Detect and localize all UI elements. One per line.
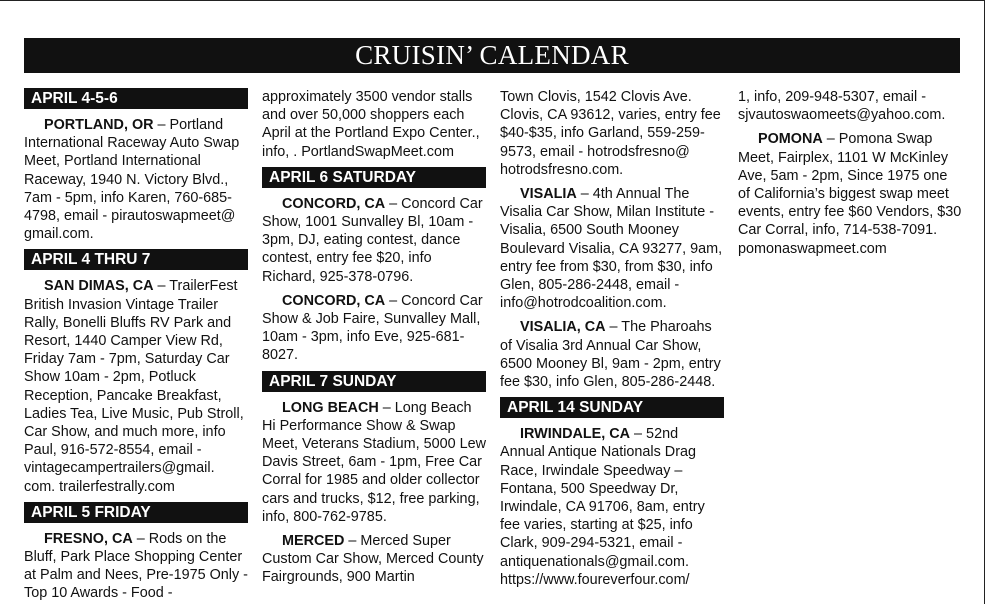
event-city: FRESNO, CA	[44, 530, 133, 547]
event-details: – 52nd Annual Antique Nationals Drag Race, Irwindale Speedway – Fontana, 500 Speedway Dr, Irwindale, CA 91706, 8am, entry fee varies, starting at $25, info Clark, 909-294-5321, email - antiquenationals@gmail.com. https://www.foureverfour.com/	[500, 426, 705, 588]
column-4	[738, 88, 962, 264]
event-entry-continued	[500, 88, 724, 179]
event-details: – Merced Super Custom Car Show, Merced County Fairgrounds, 900 Martin	[262, 533, 484, 586]
event-entry-continued	[262, 88, 486, 161]
event-entry	[24, 530, 248, 603]
date-header: APRIL 7 SUNDAY	[262, 371, 486, 392]
event-details: – Portland International Raceway Auto Swap Meet, Portland International Raceway, 1940 N. Victory Blvd., 7am - 5pm, info Karen, 760-685-4798, email - pirautoswapmeet@ gmail.com.	[24, 117, 240, 243]
date-header: APRIL 14 SUNDAY	[500, 397, 724, 418]
event-city: CONCORD, CA	[282, 195, 386, 212]
event-details: – The Pharoahs of Visalia 3rd Annual Car Show, 6500 Mooney Bl, 9am - 2pm, entry fee $30, info Glen, 805-286-2448.	[500, 319, 721, 391]
event-details: approximately 3500 vendor stalls and over 50,000 shoppers each April at the Portland Expo Center., info, . PortlandSwapMeet.com	[262, 89, 480, 160]
event-details: – Concord Car Show, 1001 Sunvalley Bl, 10am - 3pm, DJ, eating contest, dance contest, entry fee $20, info Richard, 925-378-0796.	[262, 195, 483, 285]
event-details: – Concord Car Show & Job Faire, Sunvalley Mall, 10am - 3pm, info Eve, 925-681-8027.	[262, 292, 483, 364]
event-details: Town Clovis, 1542 Clovis Ave. Clovis, CA 93612, varies, entry fee $40-$35, info Garland, 559-259-9573, email - hotrodsfresno@ hotrodsfresno.com.	[500, 89, 721, 178]
event-details: – TrailerFest British Invasion Vintage Trailer Rally, Bonelli Bluffs RV Park and Resort, 1440 Camper View Rd, Friday 7am - 7pm, Saturday Car Show 10am - 2pm, Potluck Reception, Pancake Breakfast, Ladies Tea, Live Music, Pub Stroll, Car Show, and much more, info Paul, 916-572-8554, email - vintagecampertrailers@gmail. com. trailerfestrally.com	[24, 278, 244, 495]
event-city: CONCORD, CA	[282, 292, 386, 309]
event-entry	[262, 195, 486, 286]
event-entry	[24, 277, 248, 495]
column-1	[24, 88, 248, 609]
date-header: APRIL 6 SATURDAY	[262, 167, 486, 188]
event-details: – 4th Annual The Visalia Car Show, Milan Institute - Visalia, 6500 South Mooney Boulevard Visalia, CA 93277, 9am, entry fee from $30, from $30, info Glen, 805-286-2448, email - info@hotrodcoalition.com.	[500, 186, 723, 312]
column-3	[500, 88, 724, 595]
date-header: APRIL 5 FRIDAY	[24, 502, 248, 523]
event-entry	[738, 130, 962, 257]
date-header: APRIL 4-5-6	[24, 88, 248, 109]
event-details: – Rods on the Bluff, Park Place Shopping Center at Palm and Nees, Pre-1975 Only - Top 10 Awards - Food -	[24, 530, 248, 602]
event-entry	[24, 116, 248, 243]
event-entry	[500, 185, 724, 312]
event-entry	[262, 292, 486, 365]
date-header: APRIL 4 THRU 7	[24, 249, 248, 270]
calendar-banner-title: CRUISIN’ CALENDAR	[24, 38, 960, 73]
event-details: 1, info, 209-948-5307, email - sjvautoswaomeets@yahoo.com.	[738, 89, 946, 124]
event-entry	[500, 318, 724, 391]
event-city: VISALIA	[520, 186, 577, 203]
event-entry	[500, 425, 724, 589]
column-2	[262, 88, 486, 593]
event-details: – Long Beach Hi Performance Show & Swap Meet, Veterans Stadium, 5000 Lew Davis Street, 6am - 1pm, Free Car Corral for 1985 and older collector cars and trucks, $12, free parking, info, 800-762-9785.	[262, 399, 486, 525]
event-entry	[262, 532, 486, 587]
event-entry-continued	[738, 88, 962, 124]
event-city: SAN DIMAS, CA	[44, 278, 154, 295]
event-entry	[262, 399, 486, 526]
event-city: LONG BEACH	[282, 399, 379, 416]
event-details: – Pomona Swap Meet, Fairplex, 1101 W McKinley Ave, 5am - 2pm, Since 1975 one of California’s biggest swap meet events, entry fee $60 Vendors, $30 Car Corral, info, 714-538-7091. pomonaswapmeet.com	[738, 131, 962, 257]
event-city: VISALIA, CA	[520, 319, 606, 336]
event-city: POMONA	[758, 131, 823, 148]
event-city: IRWINDALE, CA	[520, 426, 631, 443]
event-city: PORTLAND, OR	[44, 117, 154, 133]
event-city: MERCED	[282, 533, 345, 550]
